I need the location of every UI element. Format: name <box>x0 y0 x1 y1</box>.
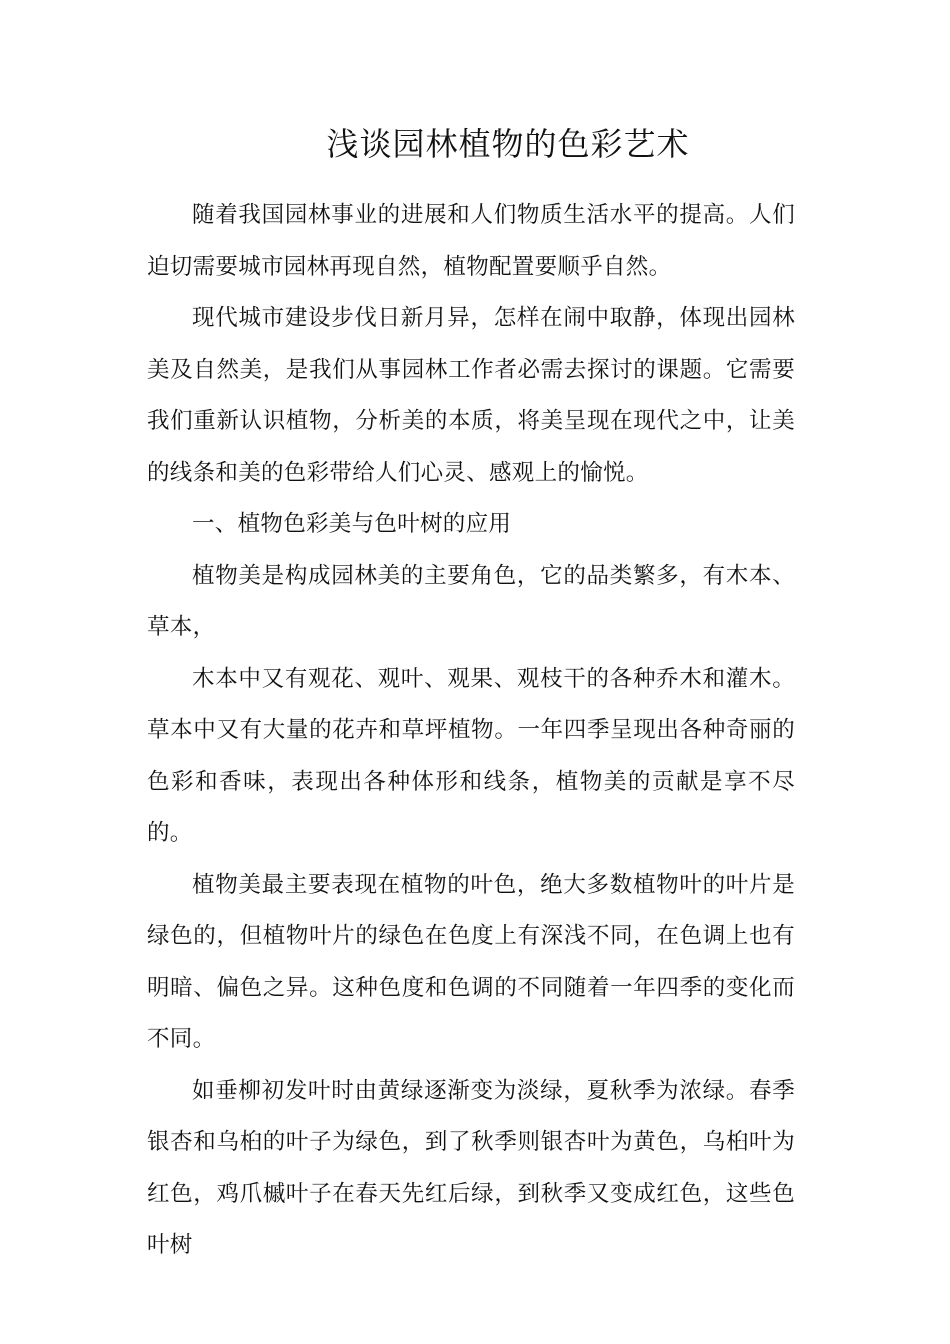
paragraph-leaf-color: 植物美最主要表现在植物的叶色，绝大多数植物叶的叶片是绿色的，但植物叶片的绿色在色度上有深浅不同，在色调上也有明暗、偏色之异。这种色度和色调的不同随着一年四季的变化而不同。 <box>147 871 795 1052</box>
paragraph-woody-plants: 木本中又有观花、观叶、观果、观枝干的各种乔木和灌木。草本中又有大量的花卉和草坪植物。一年四季呈现出各种奇丽的色彩和香味，表现出各种体形和线条，植物美的贡献是享不尽的。 <box>147 665 795 846</box>
paragraph-intro: 随着我国园林事业的进展和人们物质生活水平的提高。人们迫切需要城市园林再现自然，植物配置要顺乎自然。 <box>147 202 795 280</box>
document-body <box>147 190 795 1272</box>
section-heading: 一、植物色彩美与色叶树的应用 <box>192 511 512 537</box>
paragraph-modern-city: 现代城市建设步伐日新月异，怎样在闹中取静，体现出园林美及自然美，是我们从事园林工作者必需去探讨的课题。它需要我们重新认识植物，分析美的本质，将美呈现在现代之中，让美的线条和美的色彩带给人们心灵、感观上的愉悦。 <box>147 305 795 486</box>
document-title: 浅谈园林植物的色彩艺术 <box>326 125 690 163</box>
paragraph-plant-beauty: 植物美是构成园林美的主要角色，它的品类繁多，有木本、草本， <box>147 562 795 640</box>
paragraph-examples: 如垂柳初发叶时由黄绿逐渐变为淡绿，夏秋季为浓绿。春季银杏和乌桕的叶子为绿色，到了秋季则银杏叶为黄色，乌桕叶为红色，鸡爪槭叶子在春天先红后绿，到秋季又变成红色，这些色叶树 <box>147 1077 795 1258</box>
